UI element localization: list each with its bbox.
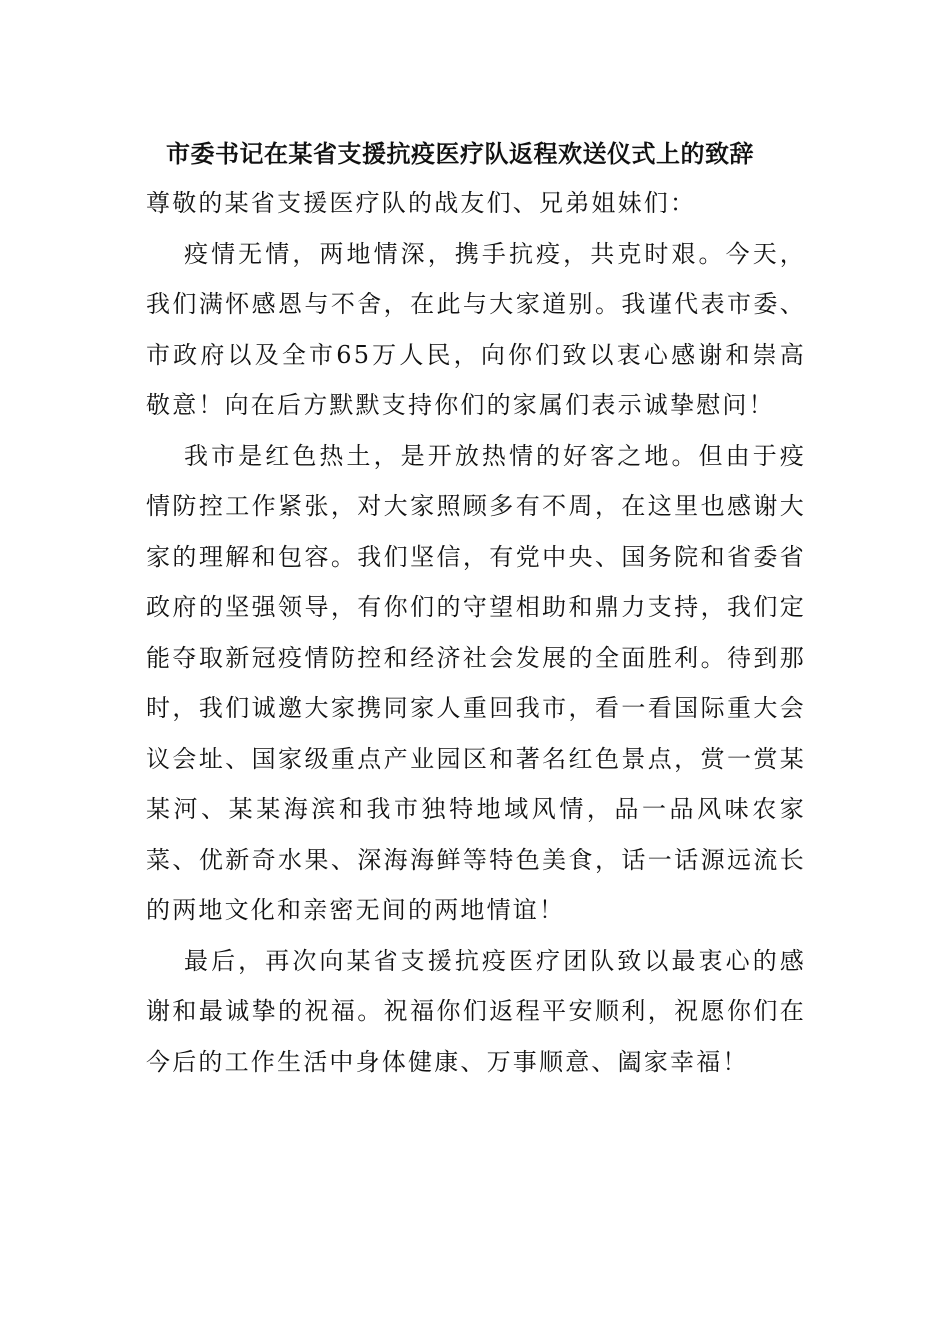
paragraph-2: 我市是红色热土，是开放热情的好客之地。但由于疫情防控工作紧张，对大家照顾多有不周，在这里也感谢大家的理解和包容。我们坚信，有党中央、国务院和省委省政府的坚强领导，有你们的守望相助和鼎力支持，我们定能夺取新冠疫情防控和经济社会发展的全面胜利。待到那时，我们诚邀大家携同家人重回我市，看一看国际重大会议会址、国家级重点产业园区和著名红色景点，赏一赏某某河、某某海滨和我市独特地域风情，品一品风味农家菜、优新奇水果、深海海鲜等特色美食，话一话源远流长的两地文化和亲密无间的两地情谊！ — [146, 441, 806, 924]
paragraph-3: 最后，再次向某省支援抗疫医疗团队致以最衷心的感谢和最诚挚的祝福。祝福你们返程平安顺利，祝愿你们在今后的工作生活中身体健康、万事顺意、阖家幸福！ — [146, 946, 806, 1076]
salutation: 尊敬的某省支援医疗队的战友们、兄弟姐妹们： — [146, 189, 697, 217]
paragraph-1: 疫情无情，两地情深，携手抗疫，共克时艰。今天，我们满怀感恩与不舍，在此与大家道别。我谨代表市委、市政府以及全市65万人民，向你们致以衷心感谢和崇高敬意！向在后方默默支持你们的家属们表示诚挚慰问！ — [146, 239, 806, 419]
document-body — [146, 178, 806, 1087]
document-title: 市委书记在某省支援抗疫医疗队返程欢送仪式上的致辞 — [166, 139, 754, 168]
